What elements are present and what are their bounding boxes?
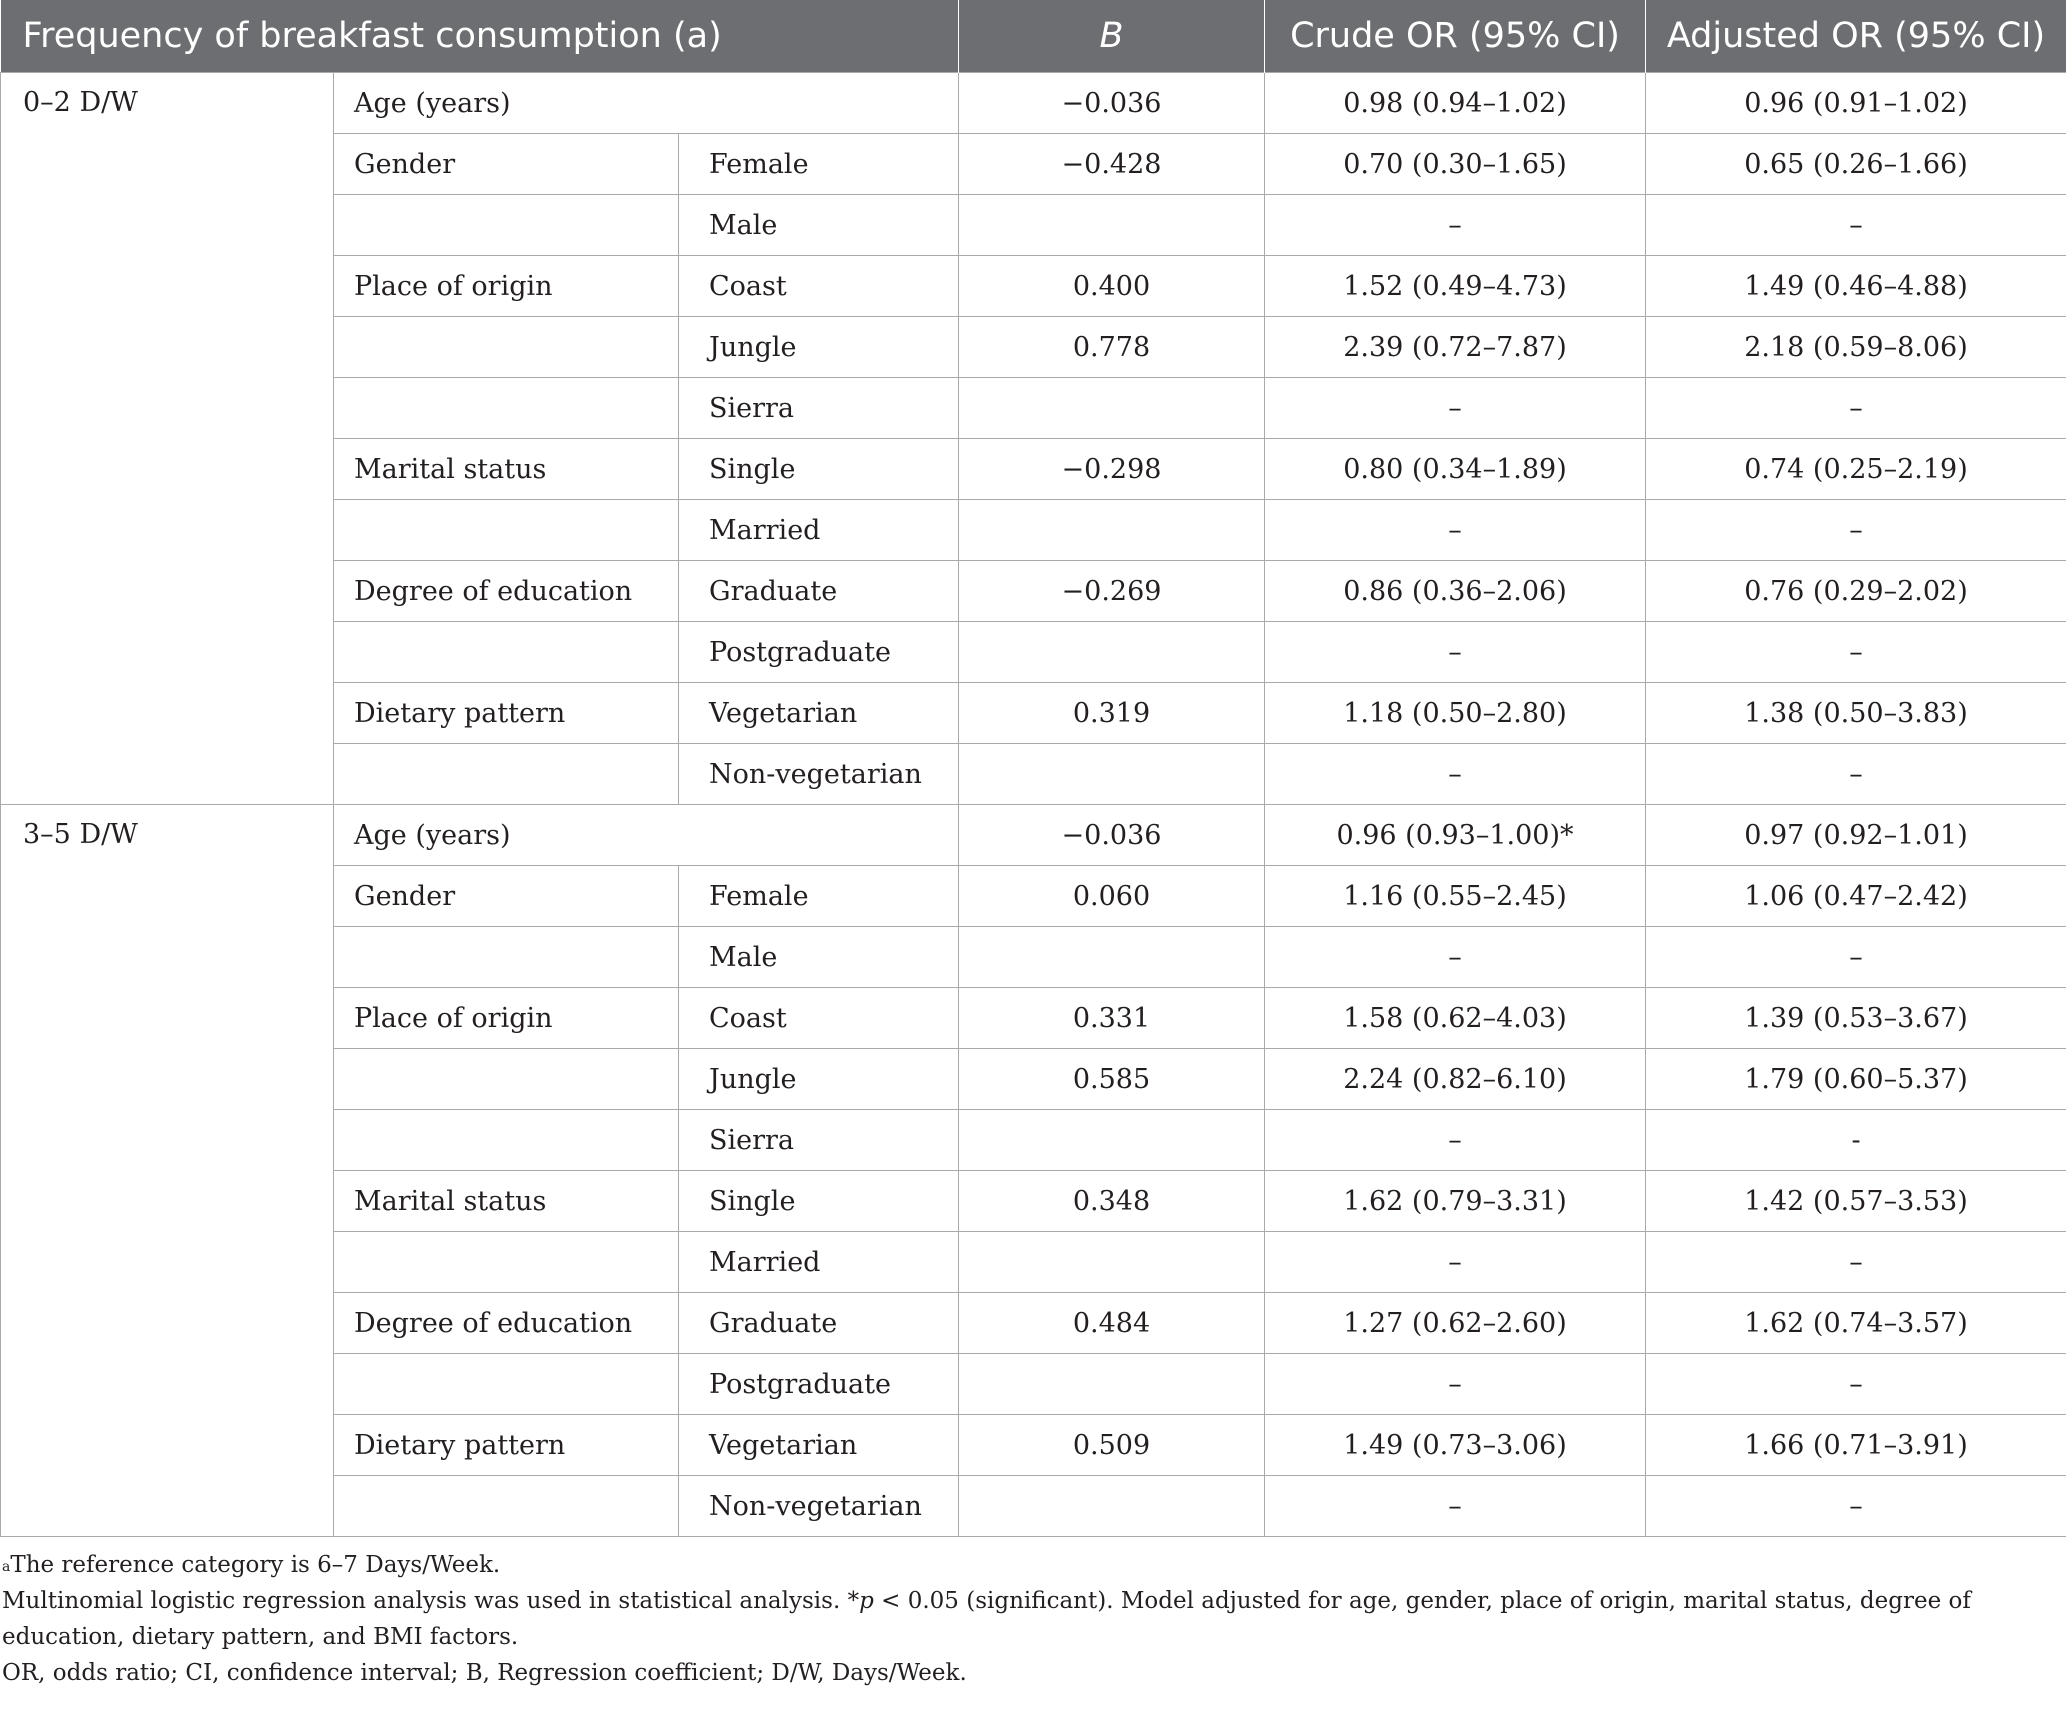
b-cell: 0.060 <box>959 866 1265 927</box>
crude-or-cell: – <box>1265 378 1646 439</box>
level-cell: Female <box>679 866 959 927</box>
b-cell: −0.298 <box>959 439 1265 500</box>
adjusted-or-cell: 1.79 (0.60–5.37) <box>1646 1049 2066 1110</box>
table-row <box>1 805 2066 866</box>
header-b: B <box>959 0 1265 73</box>
variable-cell-empty <box>334 744 679 805</box>
variable-cell-empty <box>334 500 679 561</box>
adjusted-or-cell: – <box>1646 927 2066 988</box>
adjusted-or-cell: 2.18 (0.59–8.06) <box>1646 317 2066 378</box>
level-cell: Sierra <box>679 378 959 439</box>
level-cell: Single <box>679 1171 959 1232</box>
b-cell: 0.585 <box>959 1049 1265 1110</box>
crude-or-cell: 2.24 (0.82–6.10) <box>1265 1049 1646 1110</box>
variable-cell: Place of origin <box>334 988 679 1049</box>
level-cell: Coast <box>679 256 959 317</box>
crude-or-cell: 2.39 (0.72–7.87) <box>1265 317 1646 378</box>
adjusted-or-cell: – <box>1646 622 2066 683</box>
crude-or-cell: – <box>1265 622 1646 683</box>
b-cell <box>959 1476 1265 1537</box>
variable-cell: Degree of education <box>334 561 679 622</box>
level-cell: Postgraduate <box>679 1354 959 1415</box>
table-body <box>1 73 2066 1537</box>
table-header <box>1 0 2066 73</box>
adjusted-or-cell: 0.97 (0.92–1.01) <box>1646 805 2066 866</box>
crude-or-cell: – <box>1265 927 1646 988</box>
b-cell: 0.400 <box>959 256 1265 317</box>
adjusted-or-cell: 0.74 (0.25–2.19) <box>1646 439 2066 500</box>
adjusted-or-cell: 0.65 (0.26–1.66) <box>1646 134 2066 195</box>
b-cell: 0.331 <box>959 988 1265 1049</box>
variable-cell: Age (years) <box>334 73 959 134</box>
b-cell: −0.036 <box>959 73 1265 134</box>
variable-cell: Dietary pattern <box>334 1415 679 1476</box>
footnote-reference-text: The reference category is 6–7 Days/Week. <box>10 1552 501 1578</box>
variable-cell-empty <box>334 1476 679 1537</box>
crude-or-cell: 1.27 (0.62–2.60) <box>1265 1293 1646 1354</box>
adjusted-or-cell: 1.62 (0.74–3.57) <box>1646 1293 2066 1354</box>
adjusted-or-cell: – <box>1646 744 2066 805</box>
adjusted-or-cell: 1.38 (0.50–3.83) <box>1646 683 2066 744</box>
level-cell: Vegetarian <box>679 683 959 744</box>
crude-or-cell: 0.86 (0.36–2.06) <box>1265 561 1646 622</box>
level-cell: Coast <box>679 988 959 1049</box>
variable-cell: Gender <box>334 866 679 927</box>
level-cell: Vegetarian <box>679 1415 959 1476</box>
crude-or-cell: 0.96 (0.93–1.00)* <box>1265 805 1646 866</box>
adjusted-or-cell: 0.76 (0.29–2.02) <box>1646 561 2066 622</box>
variable-cell: Marital status <box>334 1171 679 1232</box>
level-cell: Male <box>679 927 959 988</box>
crude-or-cell: 1.18 (0.50–2.80) <box>1265 683 1646 744</box>
variable-cell-empty <box>334 1110 679 1171</box>
b-cell <box>959 744 1265 805</box>
b-cell: −0.428 <box>959 134 1265 195</box>
crude-or-cell: 0.70 (0.30–1.65) <box>1265 134 1646 195</box>
table-footnotes <box>0 1547 2066 1691</box>
group-label: 0–2 D/W <box>1 73 334 805</box>
level-cell: Male <box>679 195 959 256</box>
crude-or-cell: – <box>1265 744 1646 805</box>
level-cell: Female <box>679 134 959 195</box>
variable-cell-empty <box>334 317 679 378</box>
b-cell <box>959 1354 1265 1415</box>
crude-or-cell: – <box>1265 1110 1646 1171</box>
adjusted-or-cell: – <box>1646 1476 2066 1537</box>
adjusted-or-cell: 1.42 (0.57–3.53) <box>1646 1171 2066 1232</box>
level-cell: Married <box>679 1232 959 1293</box>
b-cell: 0.509 <box>959 1415 1265 1476</box>
variable-cell: Gender <box>334 134 679 195</box>
crude-or-cell: 1.52 (0.49–4.73) <box>1265 256 1646 317</box>
level-cell: Graduate <box>679 561 959 622</box>
level-cell: Non-vegetarian <box>679 1476 959 1537</box>
b-cell <box>959 378 1265 439</box>
variable-cell: Degree of education <box>334 1293 679 1354</box>
b-cell <box>959 195 1265 256</box>
b-cell <box>959 500 1265 561</box>
adjusted-or-cell: – <box>1646 378 2066 439</box>
level-cell: Jungle <box>679 317 959 378</box>
footnote-reference <box>2 1547 2066 1583</box>
b-cell <box>959 622 1265 683</box>
header-frequency: Frequency of breakfast consumption (a) <box>1 0 959 73</box>
variable-cell-empty <box>334 1354 679 1415</box>
crude-or-cell: – <box>1265 500 1646 561</box>
b-cell <box>959 927 1265 988</box>
crude-or-cell: 1.58 (0.62–4.03) <box>1265 988 1646 1049</box>
variable-cell: Place of origin <box>334 256 679 317</box>
variable-cell: Marital status <box>334 439 679 500</box>
adjusted-or-cell: – <box>1646 1232 2066 1293</box>
crude-or-cell: – <box>1265 1354 1646 1415</box>
level-cell: Jungle <box>679 1049 959 1110</box>
adjusted-or-cell: - <box>1646 1110 2066 1171</box>
level-cell: Non-vegetarian <box>679 744 959 805</box>
variable-cell: Age (years) <box>334 805 959 866</box>
header-adjusted-or: Adjusted OR (95% CI) <box>1646 0 2066 73</box>
b-cell: 0.484 <box>959 1293 1265 1354</box>
adjusted-or-cell: – <box>1646 195 2066 256</box>
crude-or-cell: 0.98 (0.94–1.02) <box>1265 73 1646 134</box>
b-cell: −0.036 <box>959 805 1265 866</box>
footnote-abbreviations: OR, odds ratio; CI, confidence interval; B, Regression coefficient; D/W, Days/Week. <box>2 1660 967 1686</box>
variable-cell: Dietary pattern <box>334 683 679 744</box>
variable-cell-empty <box>334 195 679 256</box>
variable-cell-empty <box>334 622 679 683</box>
b-cell <box>959 1232 1265 1293</box>
level-cell: Postgraduate <box>679 622 959 683</box>
b-cell: 0.348 <box>959 1171 1265 1232</box>
adjusted-or-cell: 1.49 (0.46–4.88) <box>1646 256 2066 317</box>
b-cell <box>959 1110 1265 1171</box>
level-cell: Sierra <box>679 1110 959 1171</box>
variable-cell-empty <box>334 1232 679 1293</box>
adjusted-or-cell: – <box>1646 1354 2066 1415</box>
b-cell: 0.778 <box>959 317 1265 378</box>
adjusted-or-cell: 1.39 (0.53–3.67) <box>1646 988 2066 1049</box>
group-label: 3–5 D/W <box>1 805 334 1537</box>
crude-or-cell: – <box>1265 1476 1646 1537</box>
variable-cell-empty <box>334 927 679 988</box>
adjusted-or-cell: 0.96 (0.91–1.02) <box>1646 73 2066 134</box>
crude-or-cell: – <box>1265 195 1646 256</box>
footnote-marker: a <box>2 1559 11 1575</box>
crude-or-cell: 1.49 (0.73–3.06) <box>1265 1415 1646 1476</box>
b-cell: −0.269 <box>959 561 1265 622</box>
variable-cell-empty <box>334 1049 679 1110</box>
adjusted-or-cell: – <box>1646 500 2066 561</box>
level-cell: Single <box>679 439 959 500</box>
crude-or-cell: 0.80 (0.34–1.89) <box>1265 439 1646 500</box>
variable-cell-empty <box>334 378 679 439</box>
level-cell: Married <box>679 500 959 561</box>
crude-or-cell: 1.16 (0.55–2.45) <box>1265 866 1646 927</box>
adjusted-or-cell: 1.06 (0.47–2.42) <box>1646 866 2066 927</box>
crude-or-cell: 1.62 (0.79–3.31) <box>1265 1171 1646 1232</box>
footnote-method-continued: < 0.05 (significant). Model adjusted for age, gender, place of origin, marital status, degree of education, dietary pattern, and BMI factors. <box>2 1588 1971 1650</box>
header-crude-or: Crude OR (95% CI) <box>1265 0 1646 73</box>
footnote-method-text: Multinomial logistic regression analysis was used in statistical analysis. * <box>2 1588 860 1614</box>
crude-or-cell: – <box>1265 1232 1646 1293</box>
footnote-method <box>2 1583 2066 1655</box>
table-row <box>1 73 2066 134</box>
level-cell: Graduate <box>679 1293 959 1354</box>
footnote-p-symbol: p <box>859 1588 874 1614</box>
b-cell: 0.319 <box>959 683 1265 744</box>
adjusted-or-cell: 1.66 (0.71–3.91) <box>1646 1415 2066 1476</box>
header-row <box>1 0 2066 73</box>
